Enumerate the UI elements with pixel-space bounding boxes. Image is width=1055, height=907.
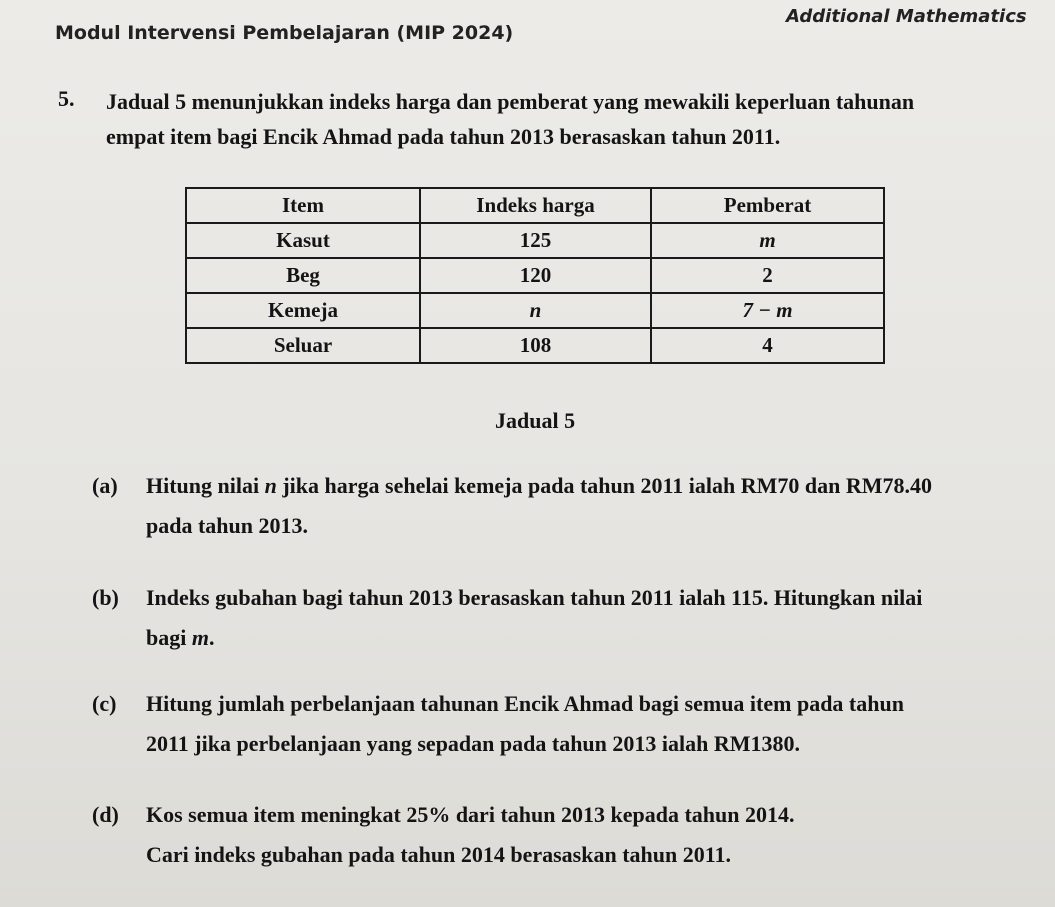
cell-item: Beg [186,258,420,293]
header-price-index: Indeks harga [420,188,651,223]
part-a-label: (a) [92,473,118,498]
part-c-label: (c) [92,691,117,716]
question-intro [106,84,986,154]
price-index-table [185,187,885,364]
cell-item: Kemeja [186,293,420,328]
intro-line-2: empat item bagi Encik Ahmad pada tahun 2013 berasaskan tahun 2011. [106,124,781,149]
part-c [92,684,1032,764]
part-a [92,466,1032,546]
part-b-line-1: Indeks gubahan bagi tahun 2013 berasaskan tahun 2011 ialah 115. Hitungkan nilai [146,585,923,610]
cell-index: 120 [420,258,651,293]
part-b-label: (b) [92,585,119,610]
table-header-row [186,188,884,223]
table-row [186,328,884,363]
cell-index: n [420,293,651,328]
header-item: Item [186,188,420,223]
part-c-line-1: Hitung jumlah perbelanjaan tahunan Encik Ahmad bagi semua item pada tahun [146,691,904,716]
part-d [92,795,1032,875]
cell-weight: 4 [651,328,884,363]
module-title: Modul Intervensi Pembelajaran (MIP 2024) [55,22,514,44]
intro-line-1: Jadual 5 menunjukkan indeks harga dan pemberat yang mewakili keperluan tahunan [106,89,915,114]
part-c-line-2: 2011 jika perbelanjaan yang sepadan pada tahun 2013 ialah RM1380. [146,731,801,756]
part-d-line-1: Kos semua item meningkat 25% dari tahun 2013 kepada tahun 2014. [146,802,795,827]
question-number: 5. [58,86,75,111]
subject-title: Additional Mathematics [786,6,1027,27]
table-row [186,223,884,258]
table-caption: Jadual 5 [495,408,576,433]
cell-weight: 2 [651,258,884,293]
cell-index: 108 [420,328,651,363]
part-d-line-2: Cari indeks gubahan pada tahun 2014 berasaskan tahun 2011. [146,842,732,867]
part-b [92,578,1032,658]
cell-item: Kasut [186,223,420,258]
part-b-line-2: bagi m. [146,625,215,650]
header-weight: Pemberat [651,188,884,223]
cell-weight: 7 − m [651,293,884,328]
part-a-line-1: Hitung nilai n jika harga sehelai kemeja pada tahun 2011 ialah RM70 dan RM78.40 [146,473,933,498]
cell-weight: m [651,223,884,258]
cell-index: 125 [420,223,651,258]
table-row [186,293,884,328]
part-d-label: (d) [92,802,119,827]
part-a-line-2: pada tahun 2013. [146,513,309,538]
table-row [186,258,884,293]
cell-item: Seluar [186,328,420,363]
